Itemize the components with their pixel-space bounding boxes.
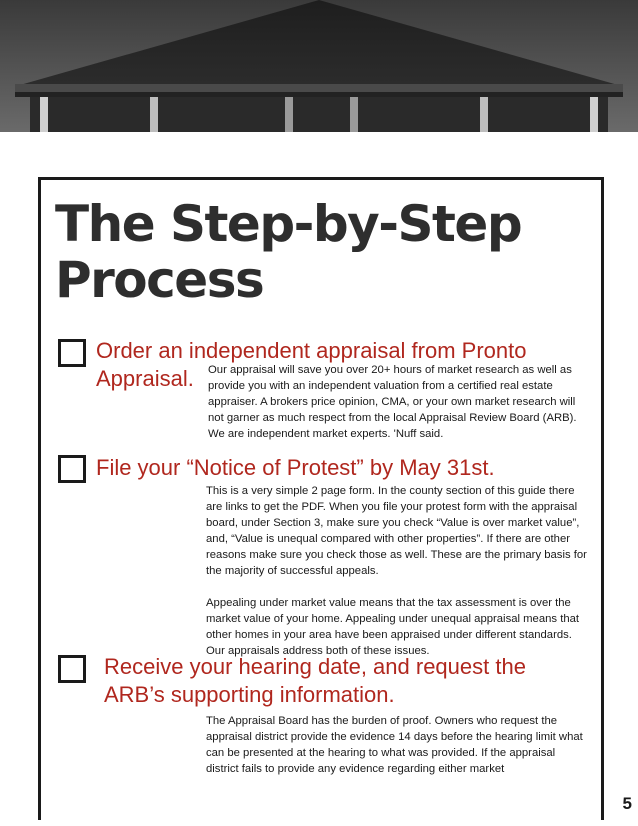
step1-checkbox[interactable] <box>58 339 86 367</box>
step3-heading-line1: Receive your hearing date, and request the <box>104 654 526 679</box>
step2-body <box>206 483 590 659</box>
step2-paragraph-2: Appealing under market value means that the tax assessment is over the market value of your home. Appealing under unequal appraisal means that other homes in your area have been appraised under different standards. Our appraisals address both of these issues. <box>206 597 580 657</box>
step3-body: The Appraisal Board has the burden of proof. Owners who request the appraisal district provide the evidence 14 days before the hearing limit what can be presented at the hearing to what was provided. If the appraisal district fails to provide any evidence regarding either market <box>206 715 583 775</box>
header-image <box>0 0 638 132</box>
page-title: The Step-by-Step Process <box>55 195 522 309</box>
house-roof-photo <box>0 0 638 132</box>
step1-body: Our appraisal will save you over 20+ hours of market research as well as provide you with an independent valuation from a certified real estate appraiser. A brokers price opinion, CMA, or your own market research will not garner as much respect from the local Appraisal Review Board (ARB). We are independent market experts. 'Nuff said. <box>208 364 577 440</box>
step3-checkbox[interactable] <box>58 655 86 683</box>
page-number: 5 <box>622 794 632 813</box>
step2-paragraph-1: This is a very simple 2 page form. In the county section of this guide there are links to get the PDF. When you file your protest form with the appraisal board, under Section 3, make sure you check “Value is over market value”, and, “Value is unequal compared with other properties”. If there are other reasons make sure you check those as well. These are the primary basis for the majority of successful appeals. <box>206 485 587 577</box>
step1-heading-line1: Order an independent appraisal from Pronto <box>96 338 527 363</box>
step3-heading-line2: ARB’s supporting information. <box>104 682 395 707</box>
step1-heading-line2: Appraisal. <box>96 366 194 391</box>
step2-checkbox[interactable] <box>58 455 86 483</box>
step2-heading: File your “Notice of Protest” by May 31st. <box>96 455 495 480</box>
